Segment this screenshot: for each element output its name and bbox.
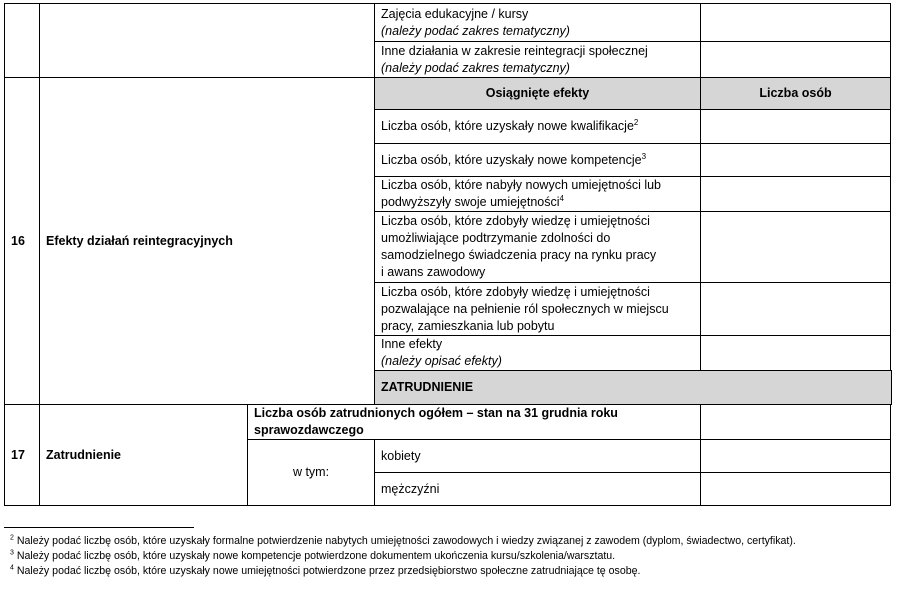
value-cell[interactable] <box>701 336 891 371</box>
header-effects: Osiągnięte efekty <box>375 78 701 110</box>
activity-cell <box>375 4 701 42</box>
in-which-label: w tym: <box>248 440 375 506</box>
activity-note: (należy podać zakres tematyczny) <box>381 23 570 38</box>
effect-text: pozwalające na pełnienie ról społecznych w miejscu <box>381 301 669 316</box>
value-cell[interactable] <box>701 4 891 42</box>
row-label-16: Efekty działań reintegracyjnych <box>40 78 375 405</box>
header-count: Liczba osób <box>701 78 891 110</box>
table-row <box>5 78 892 110</box>
activity-title: Zajęcia edukacyjne / kursy <box>381 6 529 21</box>
footnote-ref: 4 <box>559 193 564 203</box>
section-title: ZATRUDNIENIE <box>375 371 892 405</box>
footnote-3 <box>10 549 900 564</box>
effect-cell <box>375 283 701 336</box>
other-effects-note: (należy opisać efekty) <box>381 354 502 368</box>
men-label: mężczyźni <box>375 473 701 506</box>
value-cell[interactable] <box>701 283 891 336</box>
footnote-number: 3 <box>10 549 14 557</box>
row-number-16: 16 <box>5 78 40 405</box>
effect-text: Liczba osób, które nabyły nowych umiejętności lub <box>381 178 662 192</box>
effect-cell <box>375 144 701 177</box>
effect-text: podwyższyły swoje umiejętności <box>381 195 560 209</box>
effect-text: Liczba osób, które zdobyły wiedzę i umiejętności <box>381 214 650 228</box>
value-cell[interactable] <box>701 212 891 283</box>
footnote-ref: 3 <box>641 151 647 161</box>
effect-text: umożliwiające podtrzymanie zdolności do <box>381 231 611 245</box>
table-row <box>5 405 892 440</box>
report-table <box>4 3 892 506</box>
footnote-2 <box>10 534 900 549</box>
value-cell[interactable] <box>701 42 891 78</box>
footnote-number: 2 <box>10 534 14 542</box>
activity-title: Inne działania w zakresie reintegracji społecznej <box>381 43 648 58</box>
effect-text: Liczba osób, które uzyskały nowe kwalifikacje <box>381 119 634 133</box>
value-cell[interactable] <box>701 473 891 506</box>
empty-number-cell <box>5 4 40 78</box>
value-cell[interactable] <box>701 440 891 473</box>
row-label-17: Zatrudnienie <box>40 405 248 506</box>
women-label: kobiety <box>375 440 701 473</box>
footnote-text: Należy podać liczbę osób, które uzyskały nowe kompetencje potwierdzone dokumentem ukończenia kursu/szkolenia/warsztatu. <box>13 550 616 562</box>
footnote-4 <box>10 564 900 579</box>
footnote-separator <box>4 527 194 528</box>
activity-cell <box>375 42 701 78</box>
effect-text: samodzielnego świadczenia pracy na rynku pracy <box>381 248 657 262</box>
footnote-number: 4 <box>10 564 14 572</box>
row-number-17: 17 <box>5 405 40 506</box>
footnote-text: Należy podać liczbę osób, które uzyskały formalne potwierdzenie nabytych umiejętności zawodowych i wiedzy związanej z zawodem (dyplom, świadectwo, certyfikat). <box>13 535 796 547</box>
effect-text: i awans zawodowy <box>381 265 486 279</box>
value-cell[interactable] <box>701 144 891 177</box>
empty-label-cell <box>40 4 375 78</box>
employment-total-label: sprawozdawczego <box>254 423 364 437</box>
effect-cell <box>375 212 701 283</box>
activity-note: (należy podać zakres tematyczny) <box>381 60 570 75</box>
effect-text: Liczba osób, które zdobyły wiedzę i umiejętności <box>381 284 650 299</box>
value-cell[interactable] <box>701 177 891 212</box>
footnote-text: Należy podać liczbę osób, które uzyskały nowe umiejętności potwierdzone przez przedsiębiorstwo społeczne zatrudniające tę osobę. <box>13 565 641 577</box>
other-effects-title: Inne efekty <box>381 337 443 351</box>
effect-text: Liczba osób, które uzyskały nowe kompetencje <box>381 152 642 167</box>
value-cell[interactable] <box>701 110 891 144</box>
employment-total-label: Liczba osób zatrudnionych ogółem – stan na 31 grudnia roku <box>254 406 618 420</box>
table-row <box>5 4 892 42</box>
effect-cell <box>375 336 701 371</box>
effect-text: pracy, zamieszkania lub pobytu <box>381 318 555 333</box>
footnote-ref: 2 <box>633 117 639 127</box>
value-cell[interactable] <box>701 405 891 440</box>
effect-cell <box>375 177 701 212</box>
effect-cell <box>375 110 701 144</box>
footnotes <box>10 534 900 579</box>
employment-total-cell <box>248 405 701 440</box>
